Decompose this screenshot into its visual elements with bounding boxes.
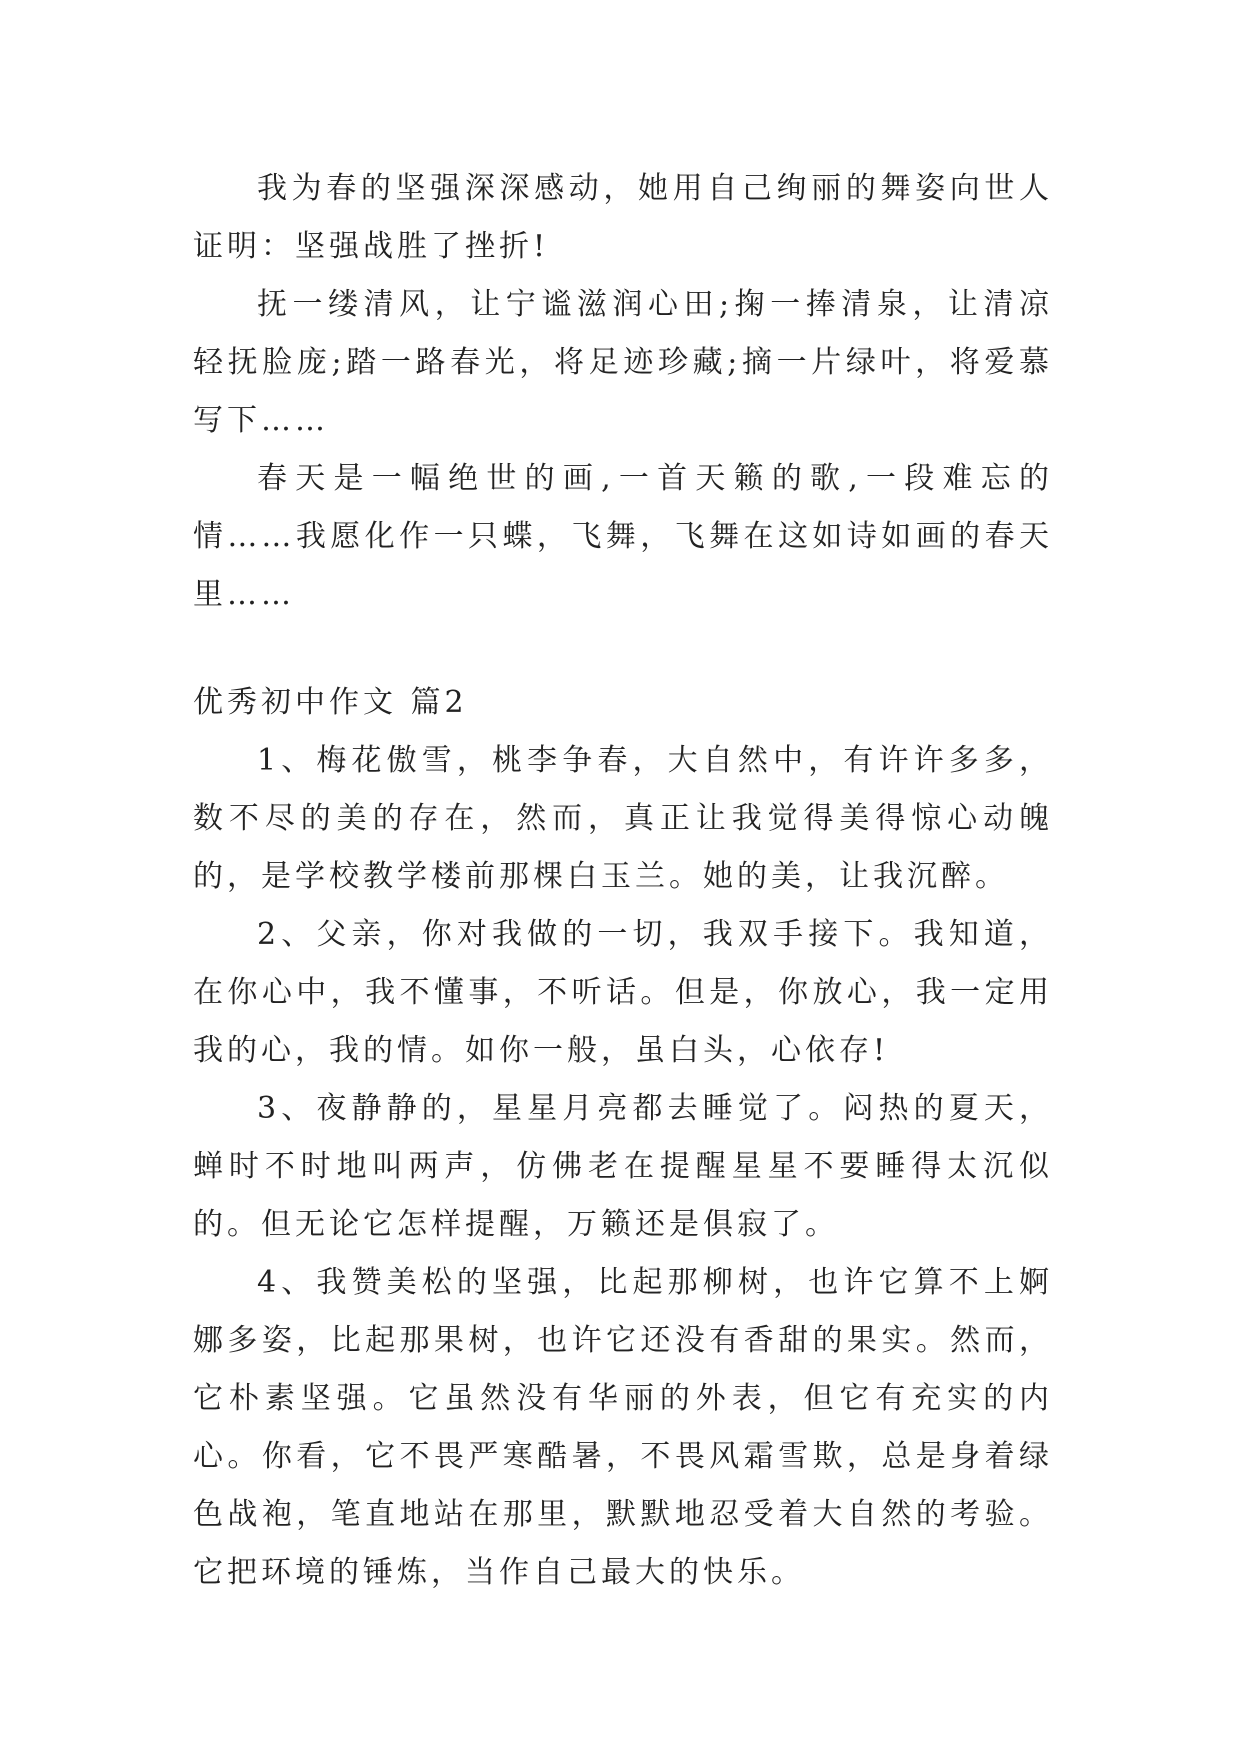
paragraph-summer-night: 3、夜静静的，星星月亮都去睡觉了。闷热的夏天，蝉时不时地叫两声，仿佛老在提醒星星不要睡得太沉似的。但无论它怎样提醒，万籁还是俱寂了。 [193, 1091, 1053, 1242]
section-title: 优秀初中作文 篇2 [193, 685, 468, 720]
paragraph-spring-painting: 春天是一幅绝世的画,一首天籁的歌,一段难忘的情……我愿化作一只蝶，飞舞，飞舞在这如诗如画的春天里…… [193, 461, 1053, 612]
paragraph-magnolia: 1、梅花傲雪，桃李争春，大自然中，有许许多多，数不尽的美的存在，然而，真正让我觉得美得惊心动魄的，是学校教学楼前那棵白玉兰。她的美，让我沉醉。 [193, 743, 1053, 894]
paragraph-spring-strength: 我为春的坚强深深感动，她用自己绚丽的舞姿向世人证明：坚强战胜了挫折! [193, 171, 1053, 264]
document-body [193, 160, 1053, 1602]
paragraph-breeze: 抚一缕清风，让宁谧滋润心田;掬一捧清泉，让清凉轻抚脸庞;踏一路春光，将足迹珍藏;摘一片绿叶，将爱慕写下…… [193, 287, 1053, 438]
paragraph-pine: 4、我赞美松的坚强，比起那柳树，也许它算不上婀娜多姿，比起那果树，也许它还没有香甜的果实。然而，它朴素坚强。它虽然没有华丽的外表，但它有充实的内心。你看，它不畏严寒酷暑，不畏风霜雪欺，总是身着绿色战袍，笔直地站在那里，默默地忍受着大自然的考验。它把环境的锤炼，当作自己最大的快乐。 [193, 1265, 1053, 1590]
paragraph-father: 2、父亲，你对我做的一切，我双手接下。我知道，在你心中，我不懂事，不听话。但是，你放心，我一定用我的心，我的情。如你一般，虽白头，心依存! [193, 917, 1053, 1068]
